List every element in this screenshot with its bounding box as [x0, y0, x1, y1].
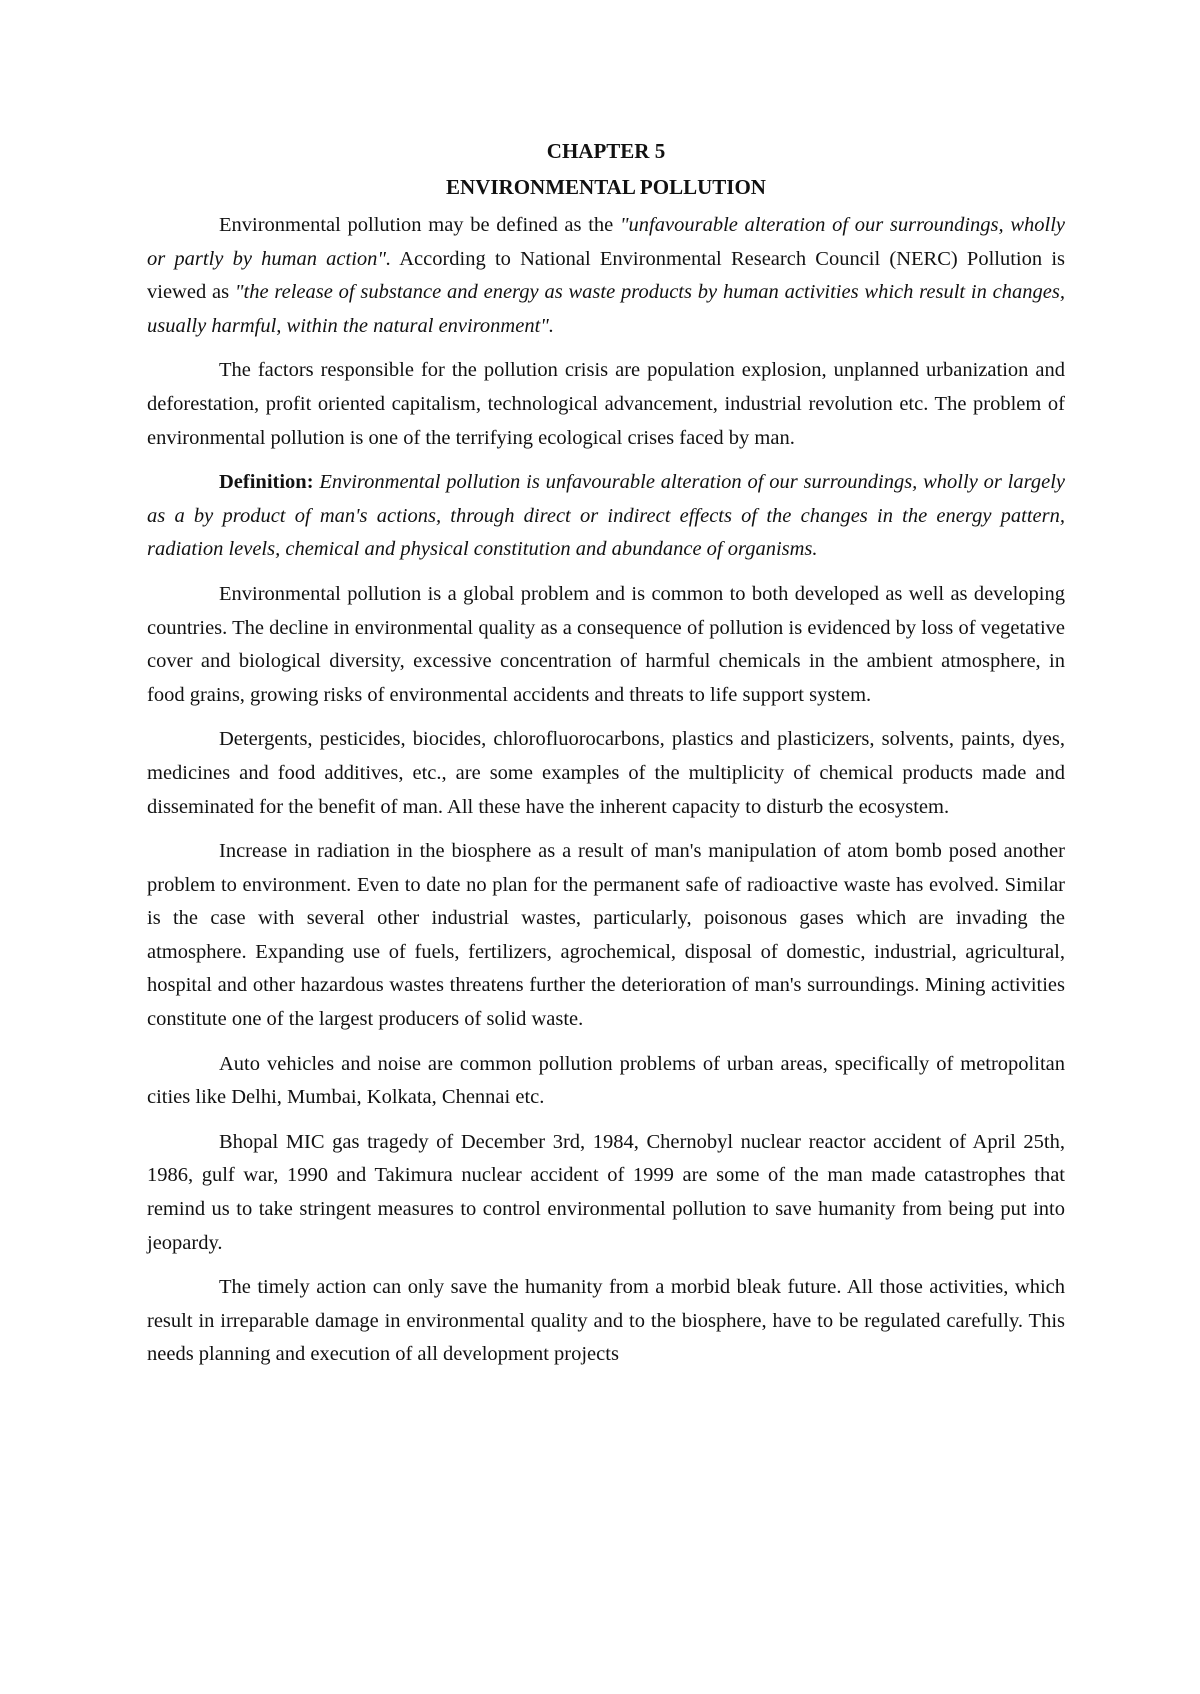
- paragraph-catastrophes: Bhopal MIC gas tragedy of December 3rd, 1984, Chernobyl nuclear reactor accident of April 25th, 1986, gulf war, 1990 and Takimura nuclear accident of 1999 are some of the man made catastrophes that remind us to take stringent measures to control environmental pollution to save humanity from being put into jeopardy.: [147, 1130, 1065, 1254]
- paragraph-radiation: Increase in radiation in the biosphere as a result of man's manipulation of atom bomb posed another problem to environment. Even to date no plan for the permanent safe of radioactive waste has evolved. Similar is the case with several other industrial wastes, particularly, poisonous gases which are invading the atmosphere. Expanding use of fuels, fertilizers, agrochemical, disposal of domestic, industrial, agricultural, hospital and other hazardous wastes threatens further the deterioration of man's surroundings. Mining activities constitute one of the largest producers of solid waste.: [147, 840, 1065, 1031]
- paragraph-urban-pollution: Auto vehicles and noise are common pollution problems of urban areas, specifically of metropolitan cities like Delhi, Mumbai, Kolkata, Chennai etc.: [147, 1052, 1065, 1109]
- paragraph-text: Environmental pollution may be defined as the: [219, 214, 620, 236]
- paragraph-global-problem: Environmental pollution is a global problem and is common to both developed as well as developing countries. The decline in environmental quality as a consequence of pollution is evidenced by loss of vegetative cover and biological diversity, excessive concentration of harmful chemicals in the ambient atmosphere, in food grains, growing risks of environmental accidents and threats to life support system.: [147, 582, 1065, 706]
- paragraph-definition-intro: [147, 209, 1065, 343]
- chapter-heading: [147, 138, 1065, 200]
- paragraph-factors: The factors responsible for the pollution crisis are population explosion, unplanned urbanization and deforestation, profit oriented capitalism, technological advancement, industrial revolution etc. The problem of environmental pollution is one of the terrifying ecological crises faced by man.: [147, 359, 1065, 449]
- paragraph-timely-action: The timely action can only save the humanity from a morbid bleak future. All those activities, which result in irreparable damage in environmental quality and to the biosphere, have to be regulated carefully. This needs planning and execution of all development projects: [147, 1276, 1065, 1366]
- paragraph-definition: [147, 466, 1065, 567]
- chapter-title: ENVIRONMENTAL POLLUTION: [446, 175, 766, 199]
- chapter-number: CHAPTER 5: [546, 139, 666, 163]
- page-content: [147, 138, 1065, 1372]
- paragraph-chemicals: Detergents, pesticides, biocides, chlorofluorocarbons, plastics and plasticizers, solvents, paints, dyes, medicines and food additives, etc., are some examples of the multiplicity of chemical products made and disseminated for the benefit of man. All these have the inherent capacity to disturb the ecosystem.: [147, 728, 1065, 818]
- definition-label: Definition:: [219, 471, 314, 494]
- quote-unfavourable-alteration: "unfavourable alteration of our surroundings, wholly or partly by human action".: [147, 214, 1065, 270]
- definition-text: Environmental pollution is unfavourable alteration of our surroundings, wholly or largely as a by product of man's actions, through direct or indirect effects of the changes in the energy pattern, radiation levels, chemical and physical constitution and abundance of organisms.: [147, 471, 1065, 561]
- quote-nerc-definition: "the release of substance and energy as waste products by human activities which result in changes, usually harmful, within the natural environment".: [147, 281, 1065, 337]
- paragraph-text: According to National Environmental Research Council (NERC) Pollution is viewed as: [147, 247, 1065, 304]
